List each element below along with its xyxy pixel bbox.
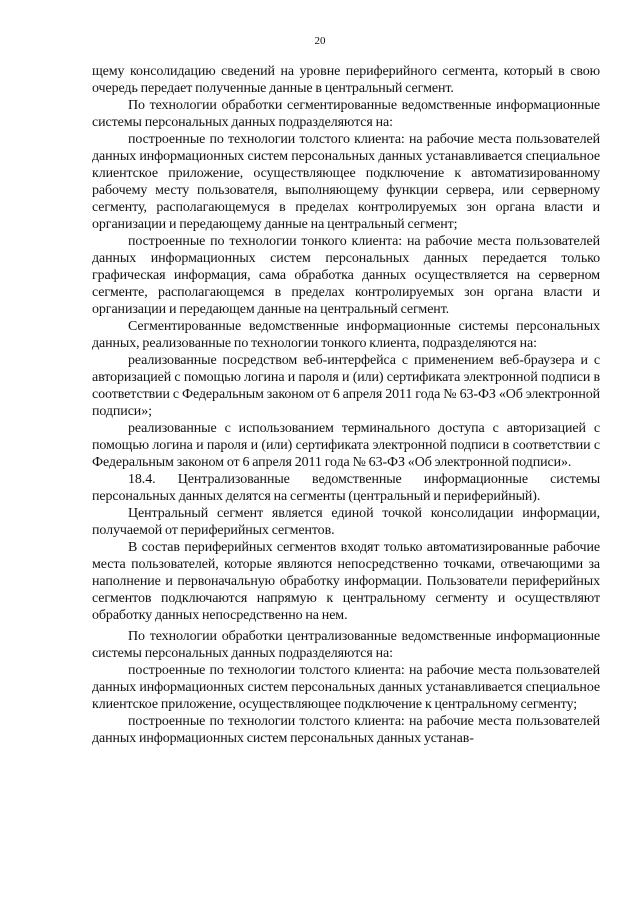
paragraph: щему консолидацию сведений на уровне периферийного сегмента, который в свою очередь передает полученные данные в центральный сегмент. [92, 64, 600, 96]
paragraph: реализованные посредством веб-интерфейса с применением веб-браузера и с авторизацией с помощью логина и пароля и (или) сертификата электронной подписи в соответствии с Федеральным законом от 6 апреля 2011 года № 63-ФЗ «Об электронной подписи»; [92, 353, 600, 419]
paragraph: Центральный сегмент является единой точкой консолидации информации, получаемой от периферийных сегментов. [92, 506, 600, 538]
paragraph: построенные по технологии толстого клиента: на рабочие места пользователей данных информационных систем персональных данных устанавливается специальное клиентское приложение, осуществляющее подключение к автоматизированному рабочему месту пользователя, выполняющему функции сервера, или серверному сегменту, располагающемуся в пределах контролируемых зон органа власти и организации и передающему данные на центральный сегмент; [92, 132, 600, 232]
body-text [92, 63, 600, 747]
paragraph: реализованные с использованием терминального доступа с авторизацией с помощью логина и пароля и (или) сертификата электронной подписи в соответствии с Федеральным законом от 6 апреля 2011 года № 63-ФЗ «Об электронной подписи». [92, 421, 600, 470]
paragraph: Сегментированные ведомственные информационные системы персональных данных, реализованные по технологии тонкого клиента, подразделяются на: [92, 319, 600, 351]
paragraph: 18.4. Централизованные ведомственные информационные системы персональных данных делятся на сегменты (центральный и периферийный). [92, 472, 600, 504]
paragraph: построенные по технологии толстого клиента: на рабочие места пользователей данных информационных систем персональных данных устанав- [92, 714, 600, 746]
page-number: 20 [314, 35, 326, 47]
paragraph: построенные по технологии тонкого клиента: на рабочие места пользователей данных информационных систем персональных данных передается только графическая информация, сама обработка данных осуществляется на серверном сегменте, располагающемся в пределах контролируемых зон органа власти и организации и передающем данные на центральный сегмент. [92, 234, 600, 317]
paragraph: построенные по технологии толстого клиента: на рабочие места пользователей данных информационных систем персональных данных устанавливается специальное клиентское приложение, осуществляющее подключение к центральному сегменту; [92, 663, 600, 712]
paragraph: По технологии обработки сегментированные ведомственные информационные системы персональных данных подразделяются на: [92, 98, 600, 130]
paragraph: В состав периферийных сегментов входят только автоматизированные рабочие места пользователей, которые являются непосредственно точками, отвечающими за наполнение и первоначальную обработку информации. Пользователи периферийных сегментов подключаются напрямую к центральному сегменту и осуществляют обработку данных непосредственно на нем. [92, 540, 600, 623]
paragraph: По технологии обработки централизованные ведомственные информационные системы персональных данных подразделяются на: [92, 629, 600, 661]
